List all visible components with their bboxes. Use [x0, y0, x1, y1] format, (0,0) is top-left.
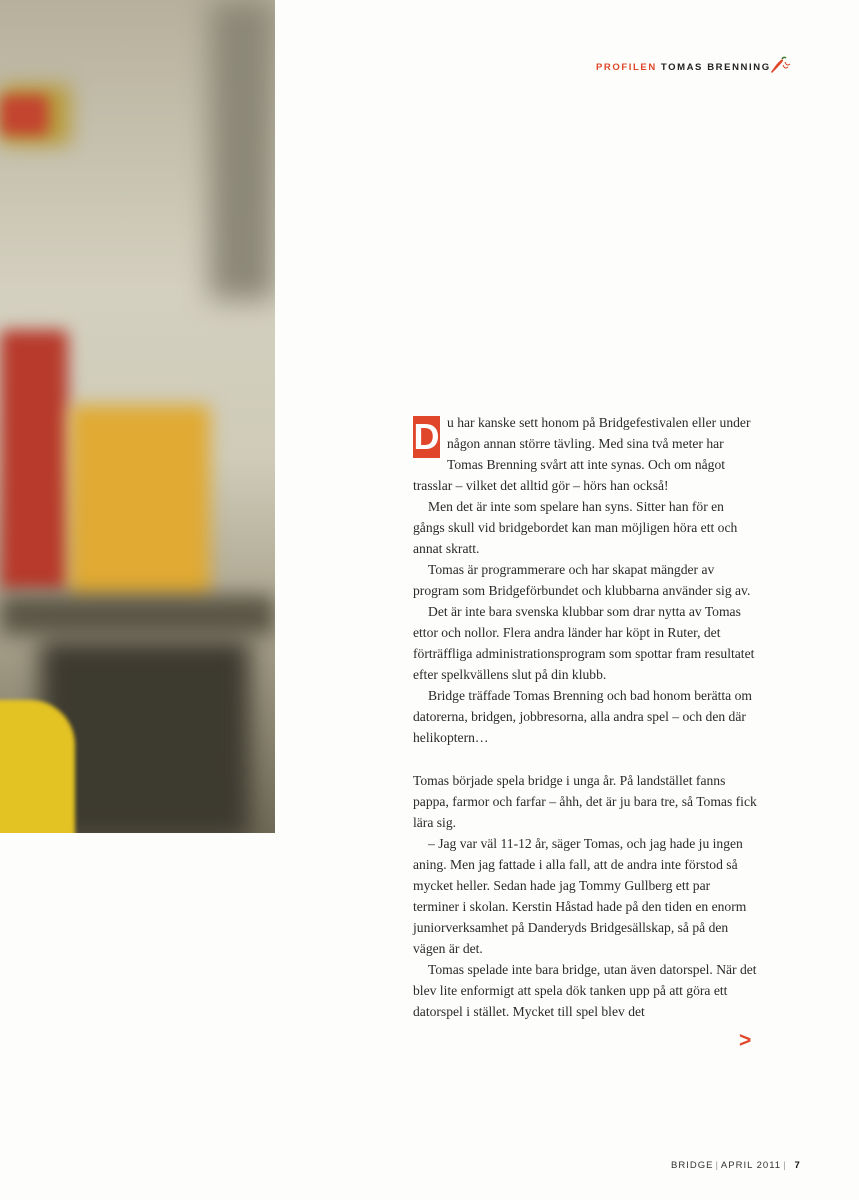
article-paragraph: – Jag var väl 11-12 år, säger Tomas, och jag hade ju ingen aning. Men jag fattade i alla fall, att de andra inte förstod så mycket heller. Sedan hade jag Tommy Gullberg ett par terminer i skolan. Kerstin Håstad hade på den tiden en enorm juniorverksamhet på Danderyds Bridgesällskap, så på den vägen är det.: [413, 836, 747, 956]
article-paragraph: D u har kanske sett honom på Bridgefestivalen eller under någon annan större tävling. Med sina två meter har Tomas Brenning svårt att inte synas. Och om något trasslar – vilket det alltid gör – hörs han också!: [413, 415, 751, 493]
profile-name: TOMAS BRENNING: [660, 62, 771, 73]
article-paragraph: Det är inte bara svenska klubbar som drar nytta av Tomas ettor och nollor. Flera andra länder har köpt in Ruter, det förträffliga administrationsprogram som spottar fram resultatet efter spelkvällens slut på din klubb.: [413, 604, 755, 682]
continue-arrow-icon: >: [739, 1029, 752, 1052]
article-paragraph: Tomas är programmerare och har skapat mängder av program som Bridgeförbundet och klubbarna använder sig av.: [413, 562, 751, 598]
running-header: [596, 62, 771, 73]
article-paragraph: Tomas började spela bridge i unga år. På landstället fanns pappa, farmor och farfar – åhh, det är ju bara tre, så Tomas fick lära sig.: [413, 773, 757, 830]
magazine-name: BRIDGE: [671, 1160, 714, 1171]
chili-pepper-icon: [768, 56, 792, 74]
section-label: PROFILEN: [596, 62, 657, 73]
article-body: [413, 412, 758, 1022]
article-paragraph: Men det är inte som spelare han syns. Sitter han för en gångs skull vid bridgebordet kan man möjligen höra ett och annat skratt.: [413, 499, 738, 556]
page-footer: BRIDGE | APRIL 2011 | 7: [671, 1160, 801, 1171]
page-number: 7: [794, 1160, 801, 1171]
article-photo: [0, 0, 275, 833]
article-paragraph: Tomas spelade inte bara bridge, utan även datorspel. När det blev lite enformigt att spela dök tanken upp på att göra ett datorspel i stället. Mycket till spel blev det: [413, 962, 757, 1019]
drop-cap: D: [413, 416, 440, 457]
issue-date: APRIL 2011: [720, 1160, 782, 1171]
article-paragraph: Bridge träffade Tomas Brenning och bad honom berätta om datorerna, bridgen, jobbresorna, alla andra spel – och den där helikoptern…: [413, 688, 752, 745]
